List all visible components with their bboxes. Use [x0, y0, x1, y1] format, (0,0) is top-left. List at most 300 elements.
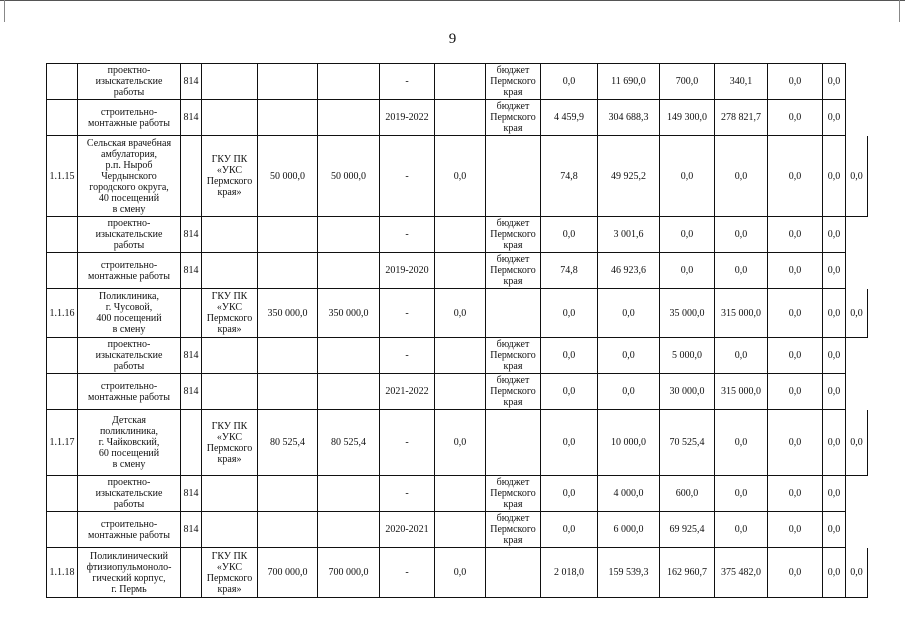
cell-text: 80 525,4 — [270, 437, 305, 448]
table-cell — [435, 512, 486, 548]
cell-text: 0,0 — [827, 524, 841, 535]
table-cell — [768, 289, 823, 338]
cell-text: 814 — [183, 524, 199, 535]
table-cell — [380, 136, 435, 217]
cell-text: бюджет — [496, 513, 530, 524]
cell-text: края» — [217, 187, 242, 198]
cell-text: 4 000,0 — [613, 488, 644, 499]
table-cell — [486, 100, 541, 136]
table-body — [47, 64, 868, 598]
table-cell — [380, 338, 435, 374]
table-cell — [768, 548, 823, 598]
table-cell — [715, 136, 768, 217]
table-cell — [318, 217, 380, 253]
table-cell — [202, 64, 258, 100]
cell-text: 49 925,2 — [611, 170, 646, 182]
table-cell — [380, 253, 435, 289]
table-cell — [435, 136, 486, 217]
table-cell — [846, 548, 868, 598]
cell-text: Пермского — [490, 229, 536, 240]
table-cell — [768, 338, 823, 374]
table-cell — [380, 476, 435, 512]
table-cell — [47, 100, 78, 136]
table-cell — [380, 374, 435, 410]
table-cell — [598, 253, 660, 289]
cell-text: 350 000,0 — [328, 307, 369, 319]
table-cell — [47, 64, 78, 100]
table-cell — [78, 253, 181, 289]
table-cell — [181, 476, 202, 512]
table-cell — [435, 289, 486, 338]
cell-text: 0,0 — [562, 386, 576, 397]
table-cell — [202, 217, 258, 253]
table-cell — [541, 217, 598, 253]
cell-text: 11 690,0 — [611, 76, 646, 87]
cell-text: 35 000,0 — [669, 307, 705, 319]
cell-text: 70 525,4 — [669, 437, 705, 448]
cell-text: ГКУ ПК — [211, 154, 248, 165]
table-cell — [47, 374, 78, 410]
table-cell — [846, 374, 868, 410]
cell-text: Пермского — [490, 524, 536, 535]
cell-text: 50 000,0 — [331, 170, 366, 182]
cell-text: - — [405, 350, 409, 361]
cell-text: Пермского — [490, 265, 536, 276]
cell-text: 0,0 — [622, 350, 635, 361]
cell-text: строительно- — [100, 106, 158, 118]
cell-text: 0,0 — [562, 76, 576, 87]
table-cell — [598, 476, 660, 512]
table-row — [47, 253, 868, 289]
table-cell — [823, 100, 846, 136]
cell-text: 1.1.16 — [49, 307, 75, 319]
table-cell — [768, 512, 823, 548]
cell-text: 50 000,0 — [270, 170, 305, 182]
cell-text: 0,0 — [788, 307, 802, 319]
cell-text: Поликлинический — [89, 550, 169, 562]
table-cell — [380, 410, 435, 476]
cell-text: 0,0 — [788, 350, 802, 361]
cell-text: края» — [217, 453, 242, 465]
cell-text: 60 посещений — [98, 448, 160, 459]
table-cell — [318, 289, 380, 338]
table-cell — [541, 410, 598, 476]
cell-text: 0,0 — [788, 265, 802, 276]
cell-text: в смену — [112, 459, 146, 470]
table-cell — [846, 253, 868, 289]
table-cell — [181, 217, 202, 253]
table-cell — [541, 100, 598, 136]
cell-text: Пермского — [490, 488, 536, 499]
table-cell — [715, 512, 768, 548]
table-cell — [768, 217, 823, 253]
table-cell — [660, 374, 715, 410]
cell-text: 149 300,0 — [667, 112, 707, 123]
table-cell — [181, 548, 202, 598]
cell-text: бюджет — [496, 101, 530, 112]
cell-text: 0,0 — [734, 524, 748, 535]
cell-text: 162 960,7 — [667, 567, 707, 578]
table-cell — [47, 476, 78, 512]
table-cell — [318, 253, 380, 289]
table-cell — [846, 338, 868, 374]
cell-text: Пермского — [206, 442, 253, 454]
cell-text: Чердынского — [101, 170, 157, 182]
table-cell — [598, 136, 660, 217]
table-row — [47, 338, 868, 374]
cell-text: монтажные работы — [87, 529, 170, 541]
table-cell — [768, 136, 823, 217]
cell-text: 315 000,0 — [721, 307, 761, 319]
table-cell — [202, 136, 258, 217]
table-cell — [541, 338, 598, 374]
scan-edge-right — [899, 0, 900, 22]
cell-text: 814 — [183, 350, 199, 361]
cell-text: 2 018,0 — [554, 567, 584, 578]
table-cell — [47, 548, 78, 598]
table-cell — [715, 217, 768, 253]
cell-text: 0,0 — [788, 567, 802, 578]
table-cell — [47, 338, 78, 374]
cell-text: 10 000,0 — [611, 437, 646, 448]
table-cell — [823, 548, 846, 598]
cell-text: Поликлиника, — [99, 291, 159, 302]
cell-text: проектно- — [107, 339, 151, 350]
cell-text: ГКУ ПК — [211, 420, 248, 432]
cell-text: края» — [217, 583, 242, 595]
cell-text: 3 001,6 — [613, 229, 644, 240]
table-cell — [768, 374, 823, 410]
cell-text: 0,0 — [562, 437, 576, 448]
table-row — [47, 136, 868, 217]
cell-text: работы — [113, 240, 145, 251]
table-cell — [598, 374, 660, 410]
cell-text: 30 000,0 — [669, 386, 705, 397]
table-cell — [486, 338, 541, 374]
cell-text: 0,0 — [788, 524, 802, 535]
table-cell — [823, 410, 846, 476]
cell-text: 0,0 — [680, 229, 694, 240]
table-cell — [78, 512, 181, 548]
cell-text: 2019-2022 — [385, 112, 429, 123]
table-row — [47, 410, 868, 476]
table-cell — [181, 374, 202, 410]
table-cell — [660, 64, 715, 100]
table-cell — [78, 64, 181, 100]
cell-text: 0,0 — [680, 265, 694, 276]
table-cell — [78, 476, 181, 512]
cell-text: края» — [217, 324, 242, 335]
table-cell — [202, 338, 258, 374]
cell-text: 0,0 — [562, 350, 576, 361]
cell-text: 80 525,4 — [331, 437, 366, 448]
cell-text: 6 000,0 — [613, 524, 644, 535]
table-cell — [486, 289, 541, 338]
table-cell — [486, 374, 541, 410]
table-cell — [258, 476, 318, 512]
cell-text: 0,0 — [827, 76, 841, 87]
cell-text: 0,0 — [827, 386, 841, 397]
table-cell — [202, 512, 258, 548]
table-cell — [486, 548, 541, 598]
cell-text: 400 посещений — [96, 313, 162, 324]
cell-text: амбулатория, — [101, 148, 157, 160]
cell-text: 0,0 — [734, 350, 748, 361]
table-cell — [846, 476, 868, 512]
table-cell — [660, 548, 715, 598]
table-cell — [715, 548, 768, 598]
table-cell — [846, 289, 868, 338]
cell-text: г. Чайковский, — [98, 437, 160, 448]
cell-text: 0,0 — [788, 488, 802, 499]
cell-text: 0,0 — [827, 350, 841, 361]
table-row — [47, 548, 868, 598]
table-cell — [318, 476, 380, 512]
table-cell — [823, 289, 846, 338]
cell-text: изыскательские — [95, 76, 163, 87]
table-cell — [846, 136, 868, 217]
table-cell — [181, 253, 202, 289]
cell-text: поликлиника, — [99, 426, 159, 437]
cell-text: Пермского — [490, 76, 536, 87]
table-cell — [258, 253, 318, 289]
cell-text: 0,0 — [562, 229, 576, 240]
table-cell — [823, 64, 846, 100]
cell-text: 0,0 — [827, 229, 841, 240]
cell-text: «УКС — [216, 165, 243, 176]
cell-text: Сельская врачебная — [86, 137, 172, 149]
cell-text: гический корпус, — [92, 572, 166, 584]
table-cell — [541, 374, 598, 410]
cell-text: 0,0 — [850, 567, 863, 578]
table-cell — [380, 512, 435, 548]
table-cell — [380, 548, 435, 598]
table-cell — [486, 253, 541, 289]
cell-text: бюджет — [496, 218, 530, 229]
cell-text: края — [503, 123, 523, 134]
table-cell — [435, 410, 486, 476]
table-cell — [823, 338, 846, 374]
table-cell — [202, 374, 258, 410]
table-cell — [541, 64, 598, 100]
table-cell — [541, 289, 598, 338]
table-cell — [660, 136, 715, 217]
cell-text: - — [405, 437, 409, 448]
cell-text: края — [503, 87, 523, 98]
table-cell — [318, 64, 380, 100]
table-cell — [846, 64, 868, 100]
table-cell — [846, 100, 868, 136]
table-cell — [598, 410, 660, 476]
cell-text: 814 — [183, 76, 199, 87]
table-cell — [768, 64, 823, 100]
cell-text: 0,0 — [827, 437, 841, 448]
cell-text: 814 — [183, 112, 199, 123]
cell-text: края — [503, 535, 523, 546]
table-cell — [78, 410, 181, 476]
cell-text: «УКС — [216, 561, 243, 573]
table-cell — [823, 253, 846, 289]
cell-text: в смену — [112, 324, 146, 335]
table-cell — [47, 289, 78, 338]
cell-text: 74,8 — [560, 170, 578, 182]
table-cell — [47, 217, 78, 253]
cell-text: 0,0 — [827, 488, 841, 499]
table-cell — [181, 289, 202, 338]
table-cell — [660, 476, 715, 512]
cell-text: - — [405, 307, 409, 319]
cell-text: монтажные работы — [87, 391, 170, 403]
cell-text: фтизиопульмоноло- — [86, 561, 172, 573]
table-cell — [846, 217, 868, 253]
cell-text: 40 посещений — [98, 192, 160, 204]
cell-text: бюджет — [496, 375, 530, 386]
cell-text: 1.1.17 — [49, 437, 75, 448]
table-cell — [598, 64, 660, 100]
table-cell — [47, 410, 78, 476]
cell-text: - — [405, 170, 409, 182]
cell-text: 0,0 — [850, 307, 863, 319]
table-cell — [768, 253, 823, 289]
table-cell — [486, 217, 541, 253]
cell-text: - — [405, 488, 409, 499]
cell-text: 0,0 — [734, 170, 748, 182]
table-cell — [541, 548, 598, 598]
cell-text: 700,0 — [675, 76, 699, 87]
table-cell — [202, 548, 258, 598]
table-cell — [181, 410, 202, 476]
table-cell — [486, 64, 541, 100]
table-cell — [486, 512, 541, 548]
table-cell — [541, 136, 598, 217]
table-cell — [258, 548, 318, 598]
cell-text: 1.1.18 — [49, 567, 75, 578]
cell-text: 700 000,0 — [267, 567, 308, 578]
cell-text: 814 — [183, 265, 199, 276]
table-cell — [202, 289, 258, 338]
cell-text: 0,0 — [734, 437, 748, 448]
table-cell — [823, 374, 846, 410]
table-cell — [181, 338, 202, 374]
cell-text: бюджет — [496, 339, 530, 350]
cell-text: работы — [113, 87, 145, 98]
table-cell — [598, 100, 660, 136]
table-cell — [380, 217, 435, 253]
scan-edge-left — [4, 0, 5, 22]
cell-text: 0,0 — [562, 524, 576, 535]
cell-text: - — [405, 229, 409, 240]
cell-text: 0,0 — [453, 170, 467, 182]
table-cell — [380, 64, 435, 100]
cell-text: 159 539,3 — [608, 567, 649, 578]
cell-text: 0,0 — [850, 437, 863, 448]
table-cell — [768, 410, 823, 476]
table-cell — [823, 512, 846, 548]
table-cell — [181, 512, 202, 548]
table-cell — [715, 64, 768, 100]
table-cell — [823, 217, 846, 253]
table-cell — [715, 289, 768, 338]
table-cell — [258, 374, 318, 410]
table-cell — [318, 512, 380, 548]
table-cell — [202, 410, 258, 476]
table-cell — [78, 374, 181, 410]
cell-text: 814 — [183, 488, 199, 499]
table-cell — [380, 289, 435, 338]
cell-text: 0,0 — [788, 386, 802, 397]
table-cell — [715, 476, 768, 512]
cell-text: края — [503, 240, 523, 251]
cell-text: 0,0 — [827, 567, 841, 578]
table-cell — [660, 100, 715, 136]
cell-text: 350 000,0 — [267, 307, 308, 319]
table-cell — [660, 253, 715, 289]
cell-text: Пермского — [490, 112, 536, 123]
cell-text: 0,0 — [453, 307, 467, 319]
cell-text: 278 821,7 — [721, 112, 761, 123]
table-cell — [660, 338, 715, 374]
table-cell — [768, 476, 823, 512]
table-cell — [318, 100, 380, 136]
cell-text: р.п. Ныроб — [105, 159, 153, 171]
table-cell — [435, 476, 486, 512]
table-row — [47, 476, 868, 512]
cell-text: 700 000,0 — [328, 567, 369, 578]
cell-text: в смену — [112, 203, 146, 215]
table-cell — [823, 476, 846, 512]
table-cell — [598, 548, 660, 598]
cell-text: 0,0 — [734, 488, 748, 499]
cell-text: 0,0 — [453, 567, 467, 578]
cell-text: монтажные работы — [87, 270, 170, 282]
table-cell — [181, 100, 202, 136]
table-cell — [715, 410, 768, 476]
table-cell — [47, 253, 78, 289]
table-cell — [78, 548, 181, 598]
cell-text: 0,0 — [788, 76, 802, 87]
table-cell — [435, 217, 486, 253]
cell-text: 315 000,0 — [721, 386, 761, 397]
cell-text: 0,0 — [827, 112, 841, 123]
table-cell — [258, 136, 318, 217]
cell-text: 0,0 — [622, 307, 635, 319]
cell-text: - — [405, 567, 409, 578]
cell-text: монтажные работы — [87, 117, 170, 129]
cell-text: 2021-2022 — [385, 386, 429, 397]
cell-text: проектно- — [107, 477, 151, 488]
cell-text: проектно- — [107, 218, 151, 229]
table-cell — [78, 338, 181, 374]
cell-text: «УКС — [216, 431, 243, 443]
table-cell — [598, 512, 660, 548]
cell-text: 4 459,9 — [554, 112, 584, 123]
table-cell — [78, 217, 181, 253]
table-cell — [258, 512, 318, 548]
table-row — [47, 217, 868, 253]
table-row — [47, 374, 868, 410]
cell-text: 0,0 — [827, 265, 841, 276]
cell-text: 0,0 — [827, 170, 841, 182]
table-cell — [181, 64, 202, 100]
cell-text: 340,1 — [729, 76, 753, 87]
table-cell — [435, 338, 486, 374]
table-cell — [435, 100, 486, 136]
cell-text: строительно- — [100, 518, 158, 530]
cell-text: Детская — [111, 415, 147, 426]
cell-text: 0,0 — [734, 265, 748, 276]
table-cell — [47, 512, 78, 548]
table-cell — [486, 410, 541, 476]
